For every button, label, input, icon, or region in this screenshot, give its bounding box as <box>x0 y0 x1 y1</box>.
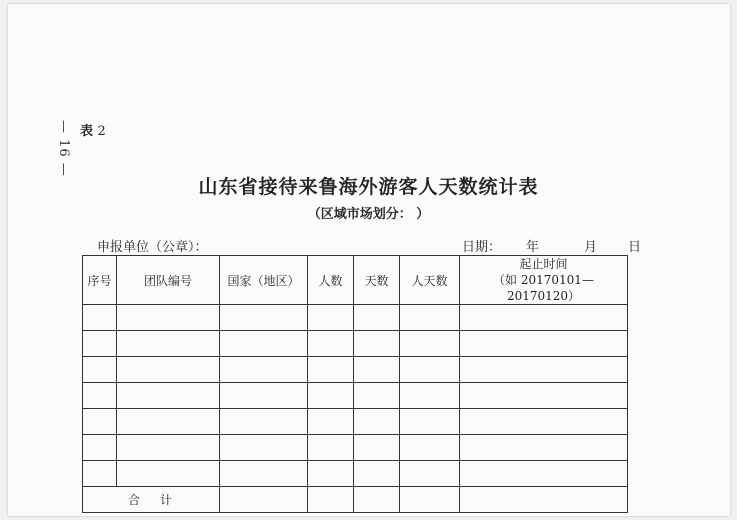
table-cell[interactable] <box>308 383 354 409</box>
table-cell[interactable] <box>354 331 400 357</box>
table-cell[interactable] <box>400 357 460 383</box>
table-row <box>83 461 628 487</box>
table-cell[interactable] <box>220 461 308 487</box>
col-header-period-label: 起止时间 <box>519 257 568 271</box>
table-cell[interactable] <box>117 383 220 409</box>
table-cell[interactable] <box>400 409 460 435</box>
table-cell[interactable] <box>354 409 400 435</box>
table-cell[interactable] <box>308 409 354 435</box>
table-cell[interactable] <box>220 357 308 383</box>
total-cell[interactable] <box>460 487 628 513</box>
table-number: 2 <box>97 124 106 139</box>
table-cell[interactable] <box>400 435 460 461</box>
table-cell[interactable] <box>354 435 400 461</box>
table-cell[interactable] <box>460 383 628 409</box>
col-header-team-id: 团队编号 <box>117 256 220 305</box>
table-cell[interactable] <box>83 409 117 435</box>
table-cell[interactable] <box>460 357 628 383</box>
col-header-country: 国家（地区） <box>220 256 308 305</box>
table-row <box>83 305 628 331</box>
table-cell[interactable] <box>460 409 628 435</box>
date-month: 月 <box>584 240 598 255</box>
date-line <box>462 236 641 255</box>
table-cell[interactable] <box>117 435 220 461</box>
table-cell[interactable] <box>83 461 117 487</box>
table-label <box>80 120 106 139</box>
total-cell[interactable] <box>400 487 460 513</box>
page-number: — 16 — <box>56 120 71 177</box>
date-year: 年 <box>526 240 540 255</box>
col-header-period <box>460 256 628 305</box>
table-cell[interactable] <box>354 305 400 331</box>
table-row <box>83 357 628 383</box>
table-cell[interactable] <box>220 409 308 435</box>
table-cell[interactable] <box>460 331 628 357</box>
table-cell[interactable] <box>460 305 628 331</box>
table-cell[interactable] <box>117 305 220 331</box>
table-cell[interactable] <box>400 461 460 487</box>
table-cell[interactable] <box>117 461 220 487</box>
table-row <box>83 409 628 435</box>
col-header-period-example: （如 20170101—20170120） <box>493 273 594 303</box>
table-cell[interactable] <box>83 435 117 461</box>
statistics-table <box>82 255 628 513</box>
table-cell[interactable] <box>83 331 117 357</box>
table-total-row <box>83 487 628 513</box>
total-label: 合计 <box>83 487 220 513</box>
date-label: 日期： <box>462 240 502 255</box>
table-cell[interactable] <box>117 331 220 357</box>
total-cell[interactable] <box>308 487 354 513</box>
table-cell[interactable] <box>117 357 220 383</box>
total-cell[interactable] <box>220 487 308 513</box>
table-cell[interactable] <box>460 435 628 461</box>
table-cell[interactable] <box>220 383 308 409</box>
table-cell[interactable] <box>400 331 460 357</box>
reporter-label: 申报单位（公章）： <box>97 240 208 255</box>
table-cell[interactable] <box>308 435 354 461</box>
total-cell[interactable] <box>354 487 400 513</box>
col-header-person-days: 人天数 <box>400 256 460 305</box>
table-cell[interactable] <box>354 357 400 383</box>
table-cell[interactable] <box>308 305 354 331</box>
table-header-row <box>83 256 628 305</box>
table-label-text: 表 <box>80 124 94 139</box>
table-cell[interactable] <box>354 461 400 487</box>
table-row <box>83 383 628 409</box>
table-cell[interactable] <box>308 331 354 357</box>
table-cell[interactable] <box>83 357 117 383</box>
col-header-serial: 序号 <box>83 256 117 305</box>
table-cell[interactable] <box>354 383 400 409</box>
page-title: 山东省接待来鲁海外游客人天数统计表 <box>198 176 539 198</box>
table-cell[interactable] <box>400 383 460 409</box>
table-cell[interactable] <box>220 331 308 357</box>
table-cell[interactable] <box>83 383 117 409</box>
table-cell[interactable] <box>220 305 308 331</box>
table-cell[interactable] <box>400 305 460 331</box>
table-cell[interactable] <box>83 305 117 331</box>
col-header-days: 天数 <box>354 256 400 305</box>
col-header-people: 人数 <box>308 256 354 305</box>
table-cell[interactable] <box>460 461 628 487</box>
table-cell[interactable] <box>308 357 354 383</box>
table-cell[interactable] <box>117 409 220 435</box>
table-row <box>83 331 628 357</box>
table-cell[interactable] <box>220 435 308 461</box>
table-cell[interactable] <box>308 461 354 487</box>
page-subtitle: （区域市场划分： ） <box>307 207 430 222</box>
table-row <box>83 435 628 461</box>
date-day: 日 <box>628 240 642 255</box>
